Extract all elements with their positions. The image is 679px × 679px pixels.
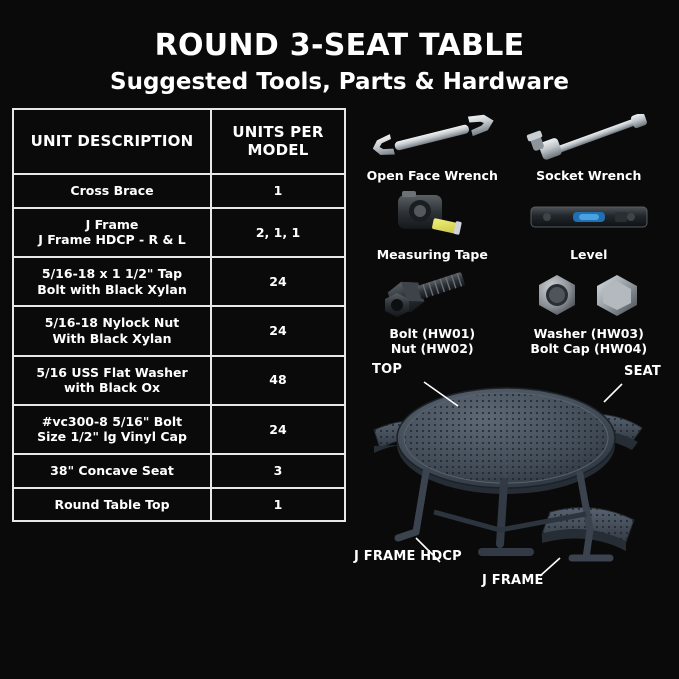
row-quantity: 3	[211, 454, 345, 488]
tool-label-line1: Bolt (HW01)	[389, 325, 476, 341]
row-quantity: 24	[211, 257, 345, 306]
bolt-nut-icon	[354, 270, 511, 322]
row-description-line1: 5/16-18 Nylock Nut	[44, 315, 180, 331]
row-quantity: 24	[211, 306, 345, 355]
parts-table-wrapper	[12, 108, 344, 590]
row-description-line1: 5/16-18 x 1 1/2" Tap	[41, 266, 183, 282]
tool-label	[354, 326, 511, 356]
row-description	[13, 208, 211, 257]
tool-label-line1: Level	[570, 246, 608, 262]
page-title: ROUND 3-SEAT TABLE	[154, 28, 525, 63]
row-description	[13, 454, 211, 488]
row-description-line2: J Frame HDCP - R & L	[38, 232, 186, 248]
tool-label-line1: Open Face Wrench	[366, 167, 498, 183]
tool-label-line1: Socket Wrench	[536, 167, 642, 183]
column-header-description: UNIT DESCRIPTION	[13, 109, 211, 175]
callout-j-frame-hdcp: J FRAME HDCP	[354, 548, 462, 564]
callout-j-frame: J FRAME	[482, 572, 544, 588]
row-quantity: 1	[211, 174, 345, 208]
callout-seat: SEAT	[624, 363, 661, 379]
row-quantity: 24	[211, 405, 345, 454]
parts-table	[12, 108, 346, 523]
tool-label	[511, 168, 668, 183]
socket-wrench-icon	[511, 112, 668, 164]
body	[0, 94, 679, 590]
table-header-row	[13, 109, 345, 175]
tool-label	[354, 168, 511, 183]
column-header-units-line2: MODEL	[247, 141, 309, 160]
column-header-units-line1: UNITS PER	[232, 122, 324, 141]
tool-label-line2: Nut (HW02)	[390, 340, 474, 356]
tool-item-bolt-nut	[354, 266, 511, 356]
page-subtitle: Suggested Tools, Parts & Hardware	[110, 68, 569, 95]
tool-label-line2: Bolt Cap (HW04)	[530, 340, 648, 356]
row-description	[13, 488, 211, 522]
table-row	[13, 306, 345, 355]
row-quantity: 1	[211, 488, 345, 522]
tool-item-washer-bolt-cap	[511, 266, 668, 356]
tool-label	[354, 247, 511, 262]
row-description-line1: Round Table Top	[54, 496, 170, 512]
header	[0, 0, 679, 94]
column-header-units	[211, 109, 345, 175]
row-quantity: 48	[211, 356, 345, 405]
row-description-line1: 38" Concave Seat	[50, 463, 174, 479]
row-description-line2: Size 1/2" lg Vinyl Cap	[37, 429, 187, 445]
row-quantity: 2, 1, 1	[211, 208, 345, 257]
callout-top: TOP	[372, 361, 403, 377]
tool-label	[511, 247, 668, 262]
table-row	[13, 356, 345, 405]
row-description-line1: Cross Brace	[70, 183, 154, 199]
level-icon	[511, 191, 668, 243]
washer-bolt-cap-icon	[511, 270, 668, 322]
row-description-line2: Bolt with Black Xylan	[37, 281, 187, 297]
table-row	[13, 454, 345, 488]
tool-item-socket-wrench	[511, 108, 668, 183]
tool-item-measuring-tape	[354, 187, 511, 262]
row-description	[13, 257, 211, 306]
table-row	[13, 257, 345, 306]
row-description-line1: #vc300-8 5/16" Bolt	[41, 413, 183, 429]
j-frame-left	[398, 472, 426, 538]
table-row	[13, 488, 345, 522]
open-face-wrench-icon	[354, 112, 511, 164]
measuring-tape-icon	[354, 191, 511, 243]
product-illustration	[354, 362, 667, 590]
table-row	[13, 208, 345, 257]
table-row	[13, 174, 345, 208]
row-description-line2: With Black Xylan	[52, 330, 172, 346]
tool-item-level	[511, 187, 668, 262]
tool-label-line1: Washer (HW03)	[533, 325, 644, 341]
row-description	[13, 405, 211, 454]
tool-label	[511, 326, 668, 356]
row-description-line2: with Black Ox	[63, 380, 161, 396]
tool-label-line1: Measuring Tape	[376, 246, 488, 262]
table-row	[13, 405, 345, 454]
row-description	[13, 356, 211, 405]
row-description	[13, 174, 211, 208]
tool-item-open-face-wrench	[354, 108, 511, 183]
row-description	[13, 306, 211, 355]
row-description-line1: J Frame	[85, 216, 139, 232]
row-description-line1: 5/16 USS Flat Washer	[36, 364, 188, 380]
tools-grid	[354, 108, 667, 356]
tools-and-product-column	[344, 108, 667, 590]
